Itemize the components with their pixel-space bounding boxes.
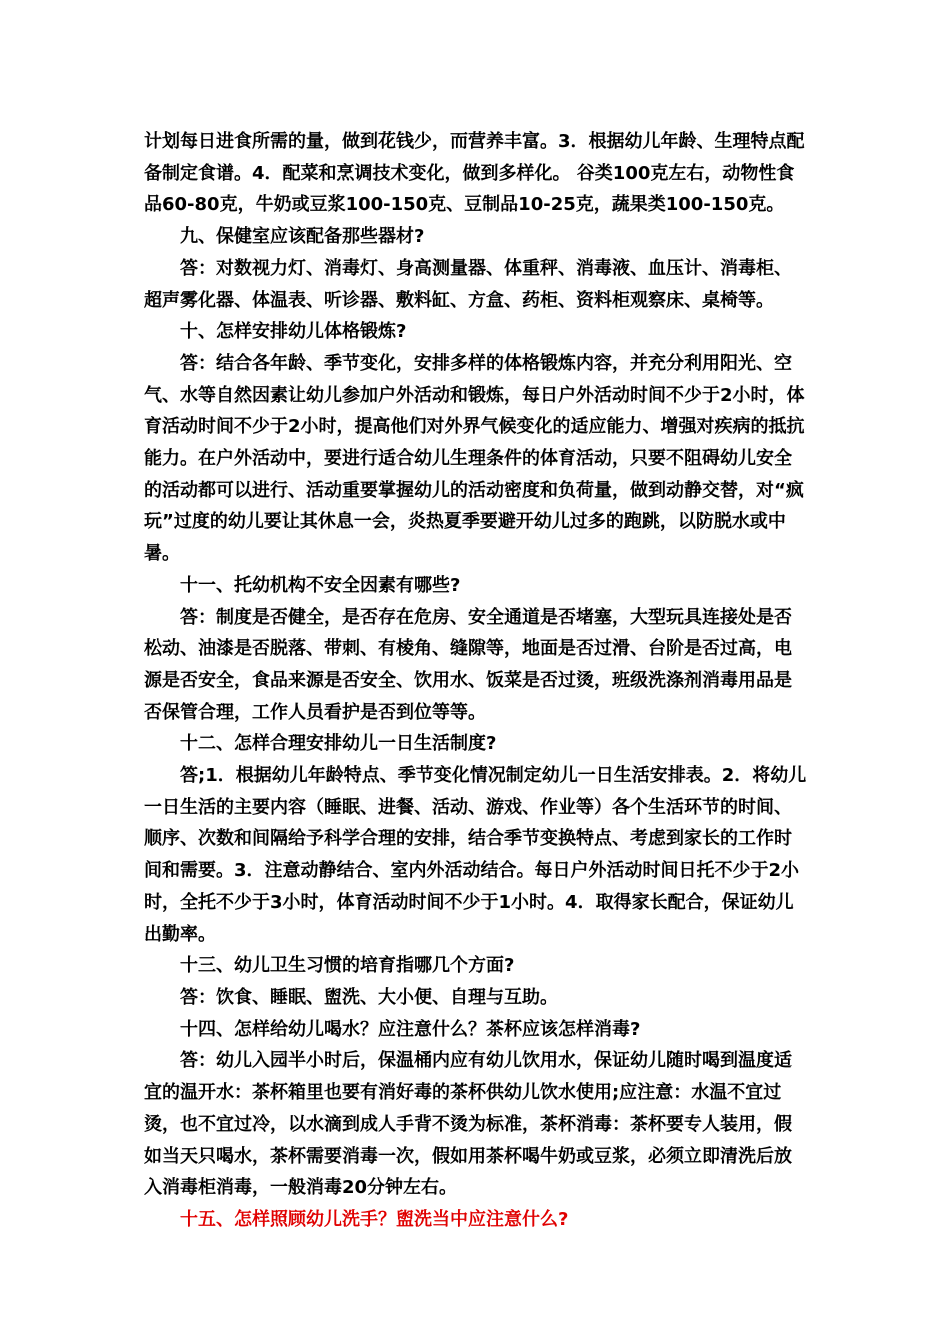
answer-11: 答：制度是否健全，是否存在危房、安全通道是否堵塞，大型玩具连接处是否松动、油漆是否脱落、带刺、有棱角、缝隙等，地面是否过滑、台阶是否过高，电源是否安全，食品来源是否安全、饮用水、饭菜是否过烫，班级洗涤剂消毒用品是否保管合理，工作人员看护是否到位等等。: [144, 606, 792, 723]
question-14: 十四、怎样给幼儿喝水？应注意什么？茶杯应该怎样消毒?: [180, 1018, 641, 1040]
question-10: 十、怎样安排幼儿体格锻炼?: [180, 321, 407, 343]
question-13: 十三、幼儿卫生习惯的培育指哪几个方面?: [180, 955, 515, 977]
answer-9: 答：对数视力灯、消毒灯、身高测量器、体重秤、消毒液、血压计、消毒柜、超声雾化器、体温表、听诊器、敷料缸、方盒、药柜、资料柜观察床、桌椅等。: [144, 257, 792, 311]
document-page: [144, 126, 809, 1236]
answer-12: 答;1．根据幼儿年龄特点、季节变化情况制定幼儿一日生活安排表。2．将幼儿一日生活的主要内容（睡眠、进餐、活动、游戏、作业等）各个生活环节的时间、顺序、次数和间隔给予科学合理的安排，结合季节变换特点、考虑到家长的工作时间和需要。3．注意动静结合、室内外活动结合。每日户外活动时间日托不少于2小时，全托不少于3小时，体育活动时间不少于1小时。4．取得家长配合，保证幼儿出勤率。: [144, 765, 807, 945]
paragraph-continuation: 计划每日进食所需的量，做到花钱少，而营养丰富。3．根据幼儿年龄、生理特点配备制定食谱。4．配菜和烹调技术变化，做到多样化。 谷类100克左右，动物性食品60-80克，牛奶或豆浆100-150克、豆制品10-25克，蔬果类100-150克。: [144, 131, 805, 216]
answer-10: 答：结合各年龄、季节变化，安排多样的体格锻炼内容，并充分利用阳光、空气、水等自然因素让幼儿参加户外活动和锻炼，每日户外活动时间不少于2小时，体育活动时间不少于2小时，提高他们对外界气候变化的适应能力、增强对疾病的抵抗能力。在户外活动中，要进行适合幼儿生理条件的体育活动，只要不阻碍幼儿安全的活动都可以进行、活动重要掌握幼儿的活动密度和负荷量，做到动静交替，对“疯玩”过度的幼儿要让其休息一会，炎热夏季要避开幼儿过多的跑跳，以防脱水或中暑。: [144, 352, 805, 565]
question-15-highlighted: 十五、怎样照顾幼儿洗手？盥洗当中应注意什么?: [180, 1208, 569, 1230]
answer-14: 答：幼儿入园半小时后，保温桶内应有幼儿饮用水，保证幼儿随时喝到温度适宜的温开水：茶杯箱里也要有消好毒的茶杯供幼儿饮水使用;应注意：水温不宜过烫，也不宜过冷，以水滴到成人手背不烫为标准，茶杯消毒：茶杯要专人装用，假如当天只喝水，茶杯需要消毒一次，假如用茶杯喝牛奶或豆浆，必须立即清洗后放入消毒柜消毒，一般消毒20分钟左右。: [144, 1050, 792, 1199]
answer-13: 答：饮食、睡眠、盥洗、大小便、自理与互助。: [180, 986, 558, 1008]
question-9: 九、保健室应该配备那些器材?: [180, 226, 425, 248]
question-12: 十二、怎样合理安排幼儿一日生活制度?: [180, 733, 497, 755]
question-11: 十一、托幼机构不安全因素有哪些?: [180, 574, 461, 596]
